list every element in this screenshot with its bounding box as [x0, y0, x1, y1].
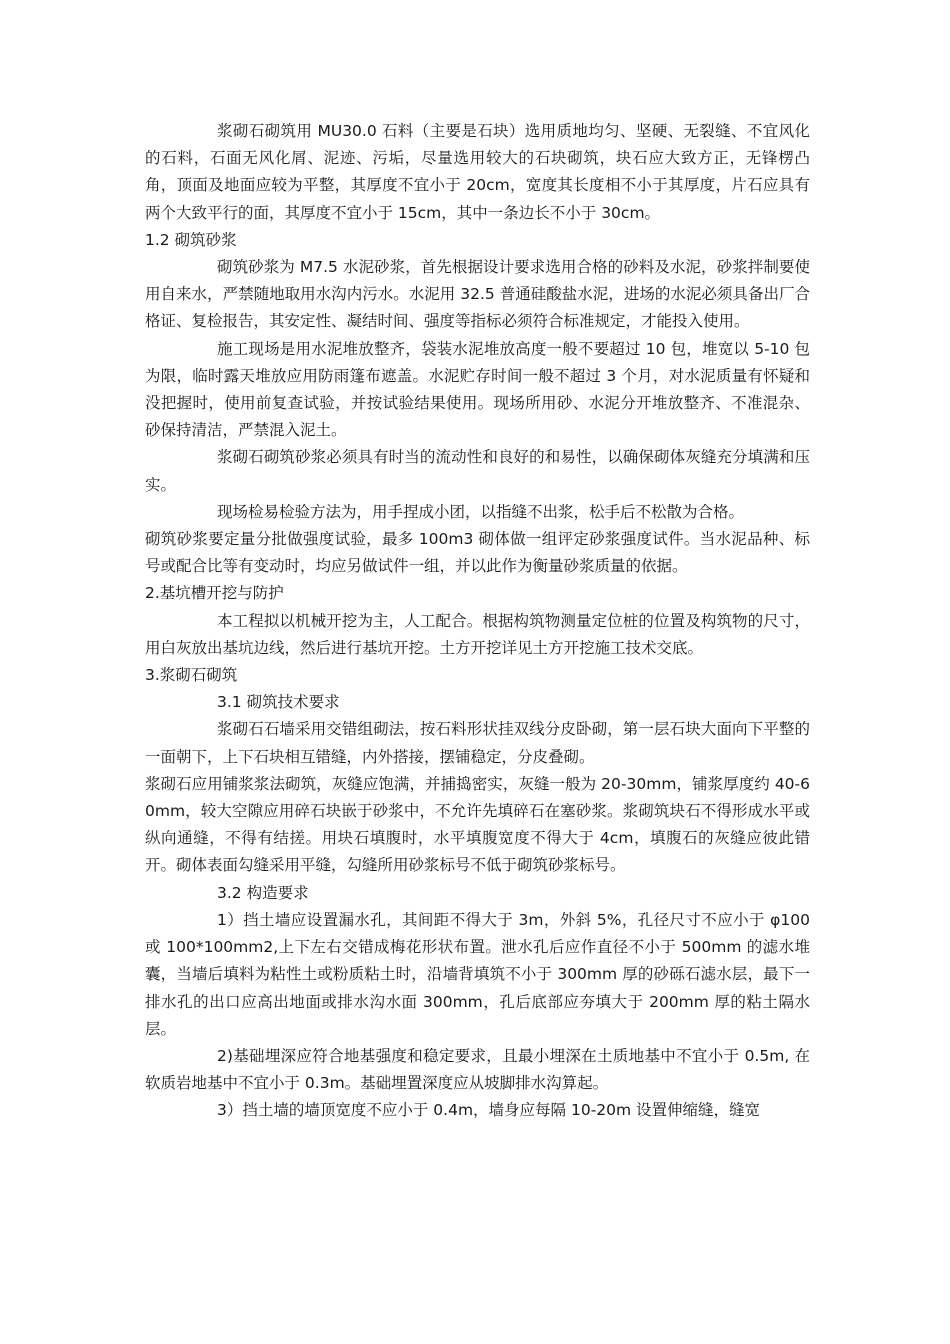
heading-1-2-mortar: 1.2 砌筑砂浆: [145, 230, 237, 249]
paragraph-stone-material: 浆砌石砌筑用 MU30.0 石料（主要是石块）选用质地均匀、坚硬、无裂缝、不宜风化的石料，石面无风化屑、泥迹、污垢，尽量选用较大的石块砌筑，块石应大致方正，无锋楞凸角，顶面及地面应较为平整，其厚度不宜小于 20cm，宽度其长度相不小于其厚度，片石应具有两个大致平行的面，其厚度不宜小于 15cm，其中一条边长不小于 30cm。: [145, 122, 810, 222]
heading-3-1-technical-requirements: 3.1 砌筑技术要求: [217, 693, 340, 712]
paragraph-mortar-spec: 砌筑砂浆为 M7.5 水泥砂浆，首先根据设计要求选用合格的砂料及水泥，砂浆拌制要使用自来水，严禁随地取用水沟内污水。水泥用 32.5 普通硅酸盐水泥，进场的水泥必须具备出厂合格证、复检报告，其安定性、凝结时间、强度等指标必须符合标准规定，才能投入使用。: [145, 258, 810, 331]
heading-2-excavation: 2.基坑槽开挖与防护: [145, 584, 284, 603]
paragraph-strength-test: 砌筑砂浆要定量分批做强度试验，最多 100m3 砌体做一组评定砂浆强度试件。当水泥品种、标号或配合比等有变动时，均应另做试件一组，并以此作为衡量砂浆质量的依据。: [145, 530, 810, 576]
paragraph-mortar-workability: 浆砌石砌筑砂浆必须具有时当的流动性和良好的和易性，以确保砌体灰缝充分填满和压实。: [145, 448, 810, 494]
paragraph-excavation: 本工程拟以机械开挖为主，人工配合。根据构筑物测量定位桩的位置及构筑物的尺寸，用白灰放出基坑边线，然后进行基坑开挖。土方开挖详见土方开挖施工技术交底。: [145, 611, 810, 657]
document-page: [145, 118, 810, 1125]
paragraph-foundation-depth: 2)基础埋深应符合地基强度和稳定要求，且最小埋深在土质地基中不宜小于 0.5m, 在软质岩地基中不宜小于 0.3m。基础埋置深度应从坡脚排水沟算起。: [145, 1046, 810, 1093]
heading-3-2-construction-requirements: 3.2 构造要求: [217, 883, 309, 902]
paragraph-cement-storage: 施工现场是用水泥堆放整齐，袋装水泥堆放高度一般不要超过 10 包，堆宽以 5-10 包为限，临时露天堆放应用防雨篷布遮盖。水泥贮存时间一般不超过 3 个月，对水泥质量有怀疑和没把握时，使用前复查试验，并按试验结果使用。现场所用砂、水泥分开堆放整齐、不准混杂、砂保持清洁，严禁混入泥土。: [145, 339, 810, 440]
paragraph-wall-top: 3）挡土墙的墙顶宽度不应小于 0.4m，墙身应每隔 10-20m 设置伸缩缝，缝宽: [217, 1101, 761, 1120]
paragraph-weep-holes: 1）挡土墙应设置漏水孔，其间距不得大于 3m，外斜 5%，孔径尺寸不应小于 φ100 或 100*100mm2,上下左右交错成梅花形状布置。泄水孔后应作直径不小于 500mm 的滤水堆囊，当墙后填料为粘性土或粉质粘土时，沿墙背填筑不小于 300mm 厚的砂砾石滤水层，最下一排水孔的出口应高出地面或排水沟水面 300mm，孔后底部应夯填大于 200mm 厚的粘土隔水层。: [145, 910, 810, 1038]
paragraph-mortar-bed: 浆砌石应用铺浆浆法砌筑，灰缝应饱满，并捕捣密实，灰缝一般为 20-30mm，铺浆厚度约 40-60mm，较大空隙应用碎石块嵌于砂浆中，不允许先填碎石在塞砂浆。浆砌筑块石不得形成水平或纵向通缝，不得有结搓。用块石填腹时，水平填腹宽度不得大于 4cm，填腹石的灰缝应彼此错开。砌体表面勾缝采用平缝，勾缝所用砂浆标号不低于砌筑砂浆标号。: [145, 774, 810, 875]
paragraph-field-test: 现场检易检验方法为，用手捏成小团，以指缝不出浆，松手后不松散为合格。: [217, 502, 745, 521]
heading-3-masonry: 3.浆砌石砌筑: [145, 666, 238, 685]
paragraph-wall-method: 浆砌石石墙采用交错组砌法，按石料形状挂双线分皮卧砌，第一层石块大面向下平整的一面朝下，上下石块相互错缝，内外搭接，摆铺稳定，分皮叠砌。: [145, 720, 810, 766]
